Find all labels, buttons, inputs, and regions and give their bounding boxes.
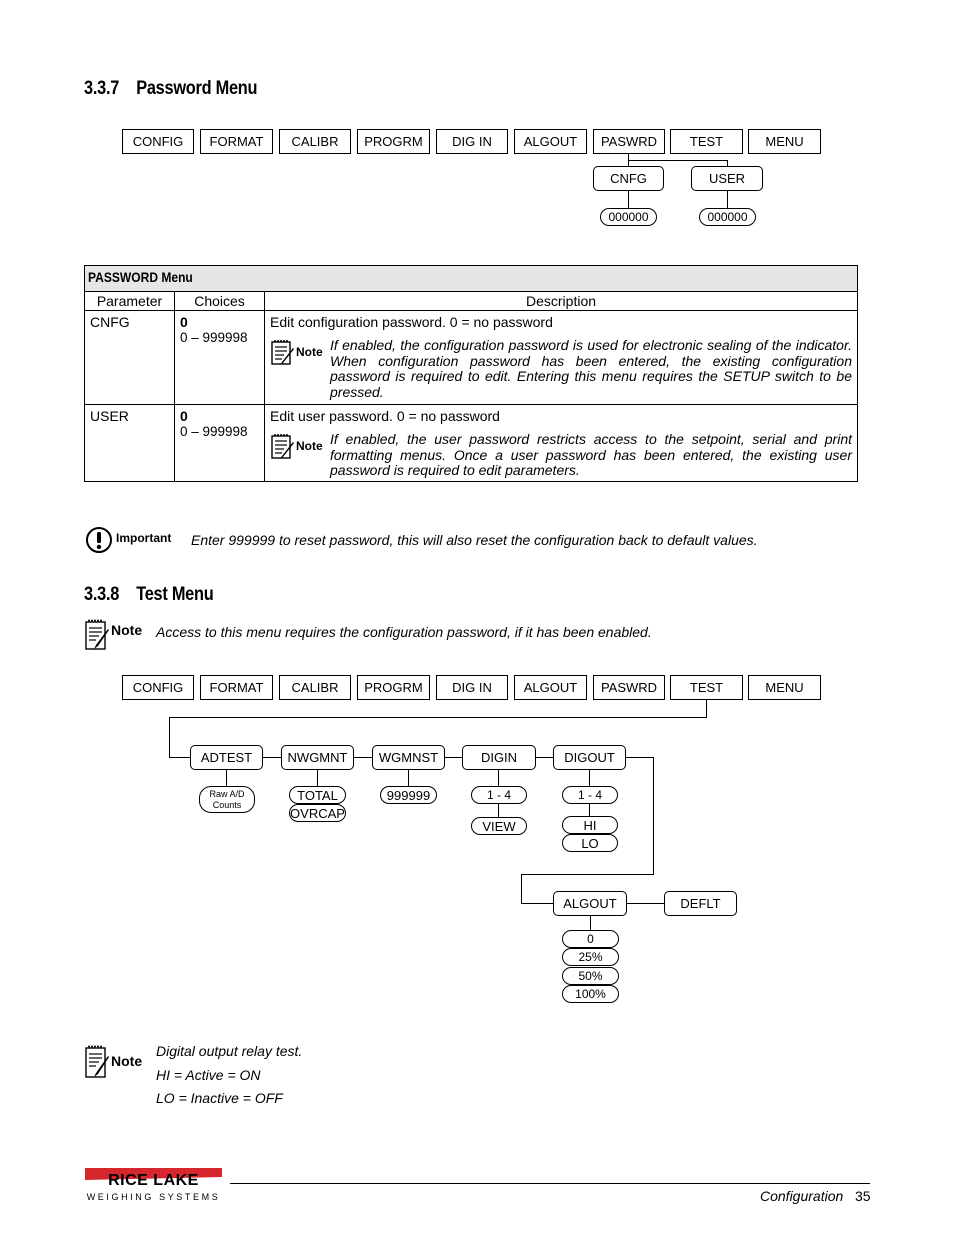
connector	[317, 770, 318, 786]
node-digout: DIGOUT	[553, 745, 626, 770]
choice-range: 0 – 999998	[180, 424, 248, 439]
menu-progrm: PROGRM	[357, 129, 430, 154]
connector	[535, 757, 554, 758]
connector	[589, 770, 590, 786]
col-header-description: Description	[265, 292, 858, 311]
description-cell	[265, 405, 858, 482]
connector	[628, 191, 629, 208]
value-ovrcap: OVRCAP	[290, 805, 345, 821]
menu-dig-in: DIG IN	[436, 675, 508, 700]
connector	[262, 757, 281, 758]
menu-calibr: CALIBR	[279, 129, 351, 154]
footer-section: Configuration	[760, 1188, 844, 1204]
connector	[498, 770, 499, 786]
param-cell: USER	[85, 405, 175, 482]
value-digin-range: 1 - 4	[471, 786, 527, 804]
note-label: Note	[296, 345, 323, 359]
test-note-text: Access to this menu requires the configuration password, if it has been enabled.	[156, 624, 652, 640]
important-text: Enter 999999 to reset password, this will also reset the configuration back to default values.	[191, 532, 758, 548]
node-cnfg: CNFG	[593, 166, 664, 191]
bottom-note-text	[156, 1040, 302, 1111]
password-table	[84, 265, 858, 482]
choices-cell	[175, 311, 265, 405]
connector	[498, 804, 499, 817]
raw-line2: Counts	[212, 799, 242, 810]
note-line: Digital output relay test.	[156, 1043, 303, 1059]
choice-range: 0 – 999998	[180, 330, 248, 345]
note-icon	[84, 617, 110, 651]
note-icon	[270, 432, 330, 460]
brand-logo	[85, 1168, 222, 1191]
connector	[226, 770, 227, 786]
menu-menu: MENU	[748, 129, 821, 154]
connector	[408, 770, 409, 786]
description-text: Edit user password. 0 = no password	[270, 408, 500, 424]
table-title: PASSWORD Menu	[88, 269, 193, 285]
menu-progrm: PROGRM	[357, 675, 430, 700]
value-hi: HI	[562, 816, 618, 834]
value-view: VIEW	[471, 817, 527, 835]
section-name: Password Menu	[136, 78, 258, 99]
connector	[169, 717, 707, 718]
note-icon	[84, 1043, 110, 1079]
table-row	[85, 405, 858, 482]
note-label: Note	[111, 1053, 143, 1069]
value-total: TOTAL	[289, 786, 346, 804]
page-number: 35	[854, 1188, 871, 1204]
note-line: LO = Inactive = OFF	[156, 1090, 283, 1106]
footer-info	[760, 1188, 871, 1204]
connector	[521, 903, 554, 904]
important-icon	[84, 526, 114, 554]
brand-name: RICE LAKE	[108, 1172, 199, 1189]
section-name: Test Menu	[136, 584, 214, 605]
connector	[626, 903, 665, 904]
choice-default: 0	[180, 314, 188, 330]
value-digout-range: 1 - 4	[562, 786, 618, 804]
param-cell: CNFG	[85, 311, 175, 405]
node-user: USER	[691, 166, 763, 191]
menu-format: FORMAT	[200, 675, 273, 700]
important-label: Important	[116, 531, 172, 545]
section-number: 3.3.7	[84, 78, 120, 99]
raw-line1: Raw A/D	[209, 788, 245, 799]
section-number: 3.3.8	[84, 584, 120, 605]
connector	[628, 160, 728, 161]
menu-algout: ALGOUT	[514, 129, 587, 154]
note-icon	[270, 338, 330, 366]
note-text: If enabled, the user password restricts access to the setpoint, serial and print formatting menus. Once a user password has been entered, the existing user password is required to edit parameters.	[330, 431, 852, 478]
table-row	[85, 311, 858, 405]
col-header-choices: Choices	[175, 292, 265, 311]
node-deflt: DEFLT	[664, 891, 737, 916]
menu-config: CONFIG	[122, 129, 194, 154]
connector	[590, 916, 591, 931]
important-callout	[84, 526, 171, 554]
menu-format: FORMAT	[200, 129, 273, 154]
connector	[625, 757, 654, 758]
description-cell	[265, 311, 858, 405]
connector	[706, 700, 707, 718]
choices-cell	[175, 405, 265, 482]
value-user: 000000	[699, 208, 756, 226]
node-algout: ALGOUT	[553, 891, 627, 916]
node-nwgmnt: NWGMNT	[281, 745, 354, 770]
col-header-parameter: Parameter	[85, 292, 175, 311]
menu-test: TEST	[670, 675, 743, 700]
value-raw-ad-counts	[199, 786, 255, 813]
connector	[727, 191, 728, 208]
menu-menu: MENU	[748, 675, 821, 700]
footer-rule	[230, 1183, 870, 1184]
section-title-test	[84, 584, 213, 606]
node-adtest: ADTEST	[190, 745, 263, 770]
connector	[169, 717, 170, 758]
choice-default: 0	[180, 408, 188, 424]
value-algout-50: 50%	[562, 967, 619, 985]
menu-calibr: CALIBR	[279, 675, 351, 700]
test-note	[84, 617, 142, 651]
value-algout-0: 0	[562, 930, 619, 948]
node-digin: DIGIN	[462, 745, 536, 770]
brand-tagline: WEIGHING SYSTEMS	[86, 1192, 221, 1202]
note-label: Note	[111, 622, 143, 638]
node-wgmnst: WGMNST	[372, 745, 445, 770]
connector	[353, 757, 372, 758]
value-999999: 999999	[380, 786, 437, 804]
menu-paswrd: PASWRD	[593, 129, 665, 154]
value-lo: LO	[562, 834, 618, 852]
menu-algout: ALGOUT	[514, 675, 587, 700]
value-algout-25: 25%	[562, 948, 619, 966]
connector	[444, 757, 463, 758]
connector	[521, 874, 654, 875]
section-title-password	[84, 78, 257, 100]
note-text: If enabled, the configuration password is used for electronic sealing of the indicator. When configuration password has been entered, the existing configuration password is required to edit. Entering this menu requires the SETUP switch to be pressed.	[330, 337, 852, 400]
bottom-note	[84, 1043, 142, 1079]
menu-paswrd: PASWRD	[593, 675, 665, 700]
note-line: HI = Active = ON	[156, 1066, 261, 1083]
connector	[169, 757, 191, 758]
description-text: Edit configuration password. 0 = no password	[270, 314, 553, 330]
value-cnfg: 000000	[600, 208, 657, 226]
value-algout-100: 100%	[562, 985, 619, 1003]
menu-test: TEST	[670, 129, 743, 154]
menu-dig-in: DIG IN	[436, 129, 508, 154]
connector	[653, 757, 654, 875]
menu-config: CONFIG	[122, 675, 194, 700]
note-label: Note	[296, 439, 323, 453]
connector	[521, 874, 522, 904]
